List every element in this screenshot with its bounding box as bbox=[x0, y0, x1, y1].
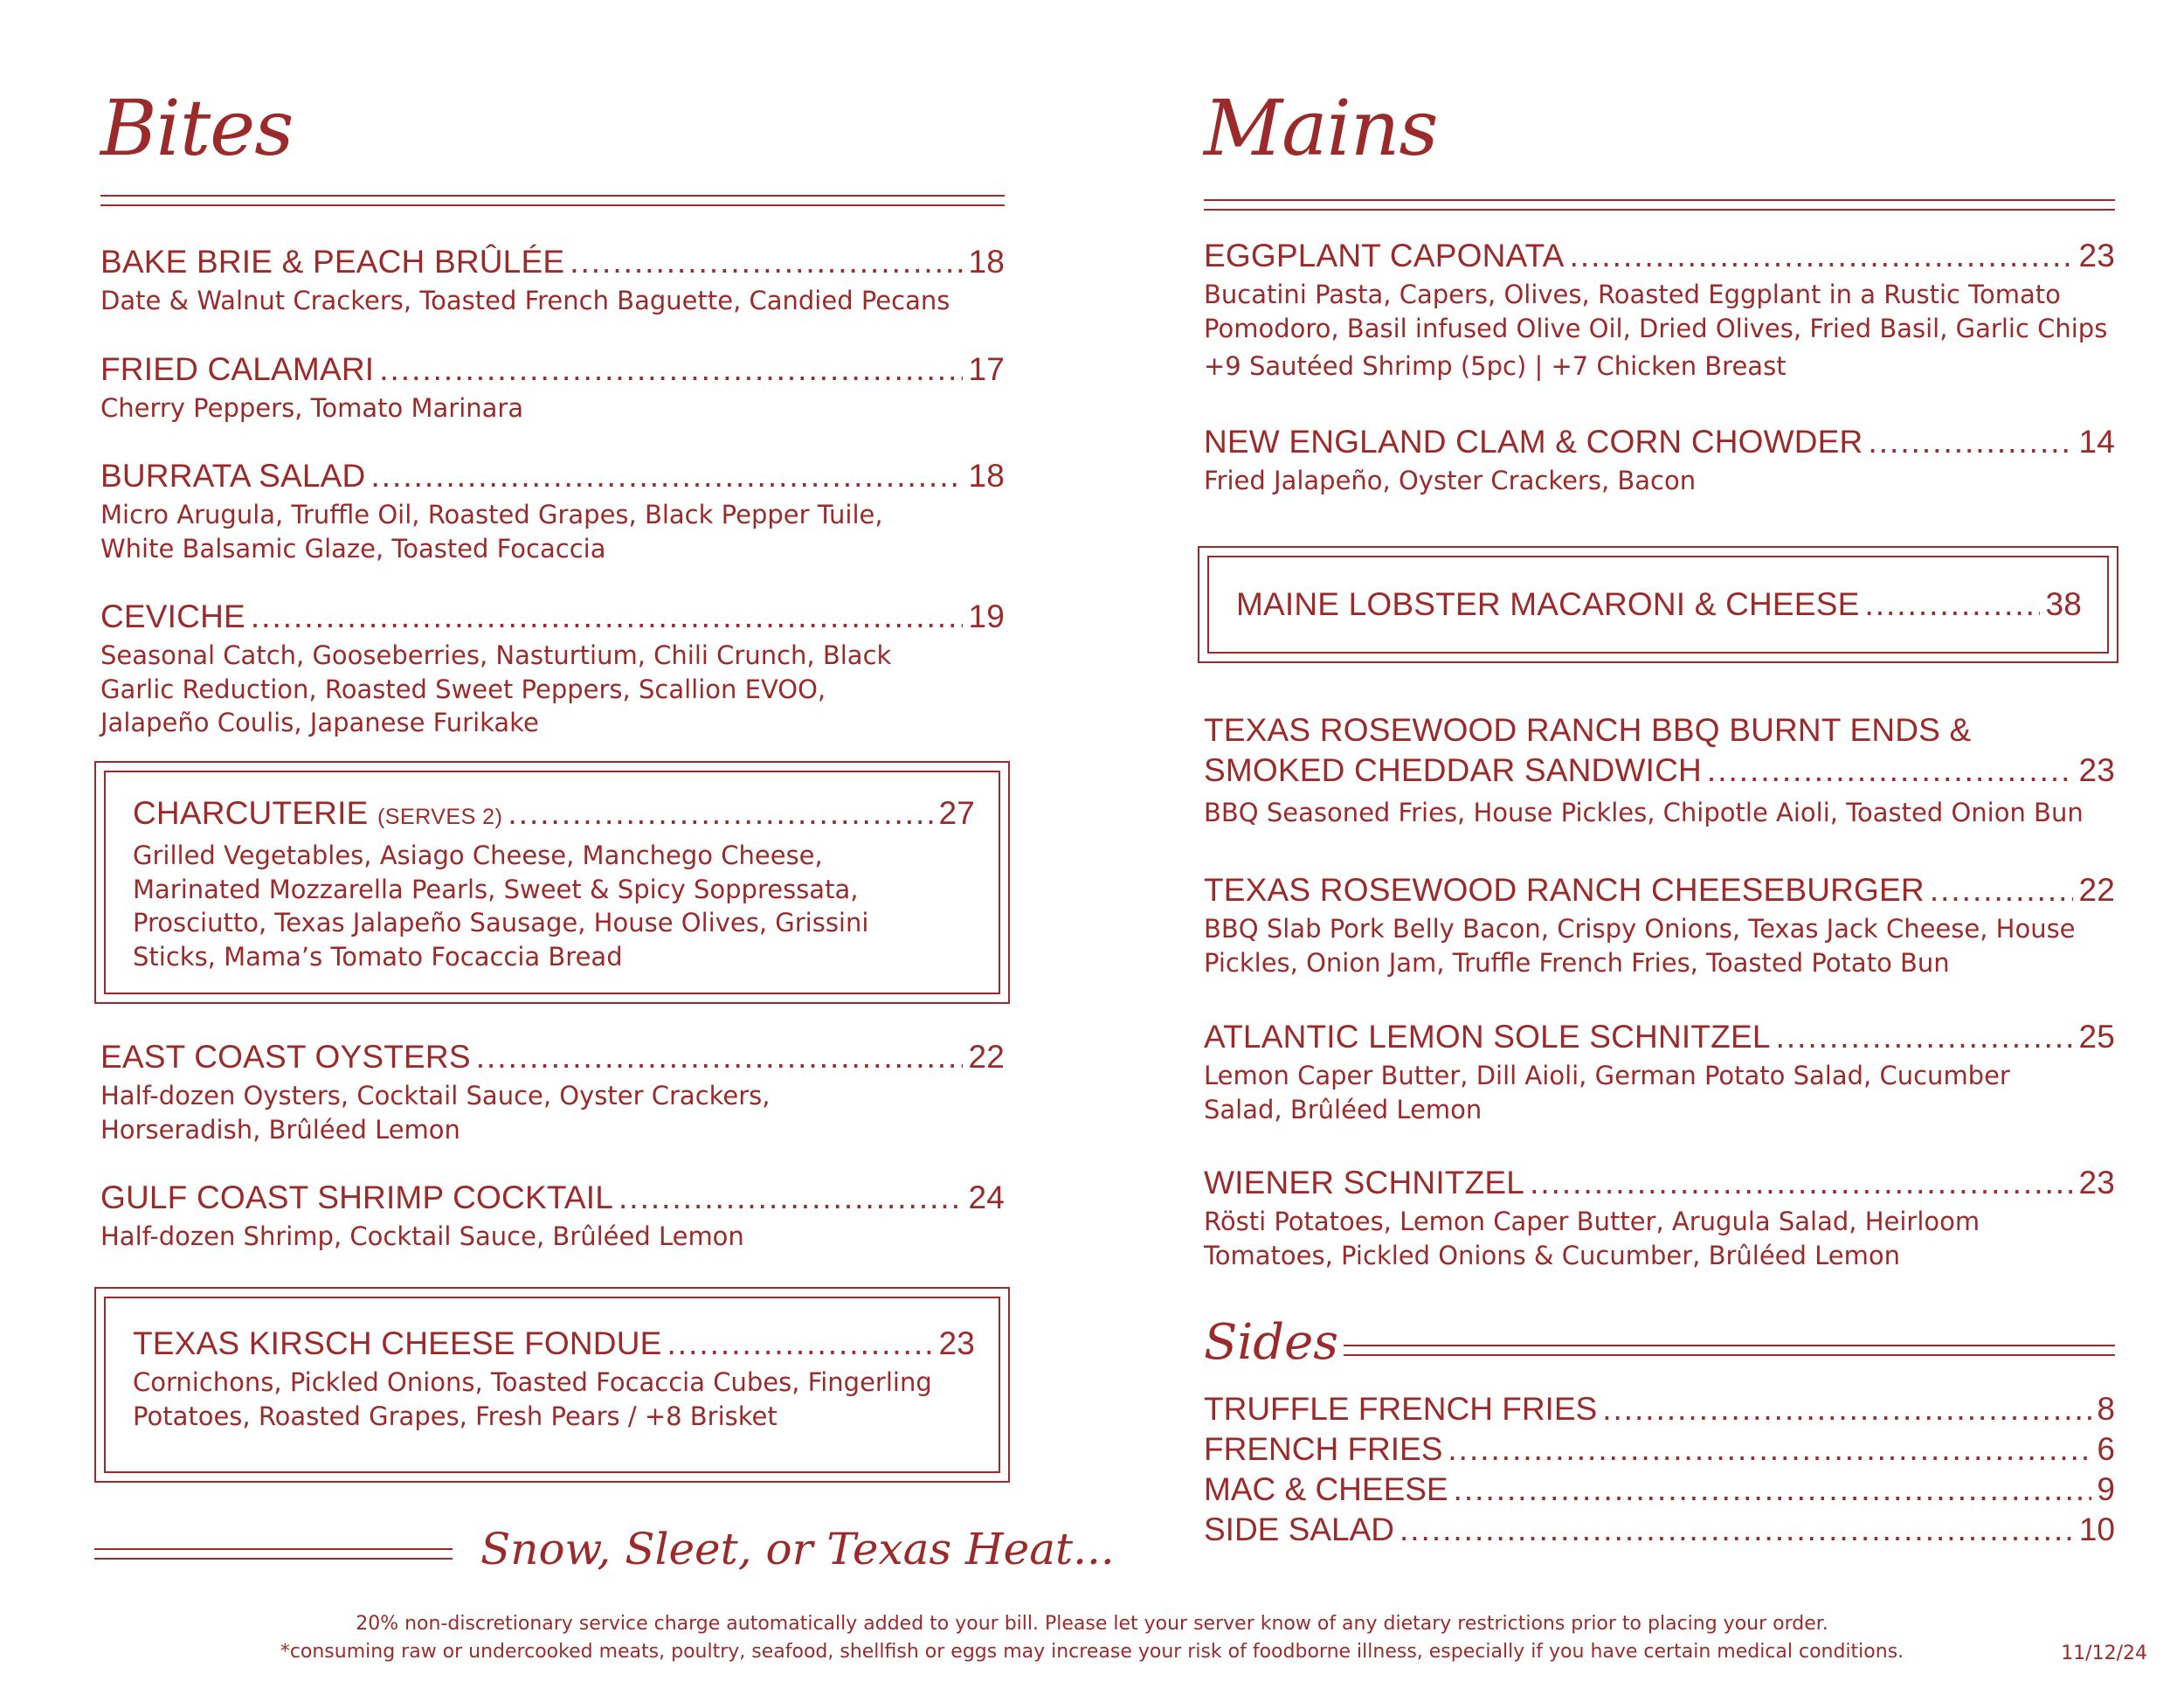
dot-leader bbox=[251, 597, 964, 637]
menu-item bbox=[1204, 422, 2115, 498]
item-price: 14 bbox=[2078, 424, 2115, 460]
item-price: 23 bbox=[2078, 238, 2115, 273]
item-name: FRIED CALAMARI bbox=[100, 351, 375, 387]
side-item bbox=[1204, 1389, 2115, 1429]
side-name: FRENCH FRIES bbox=[1204, 1431, 1443, 1467]
item-description: BBQ Slab Pork Belly Bacon, Crispy Onions, Texas Jack Cheese, House Pickles, Onion Jam, Truffle French Fries, Toasted Potato Bun bbox=[1204, 914, 2076, 978]
tagline-rule bbox=[94, 1548, 453, 1560]
menu-item bbox=[100, 242, 1005, 318]
menu-item bbox=[1204, 236, 2115, 384]
menu-item bbox=[100, 1037, 1005, 1146]
item-price: 23 bbox=[2078, 752, 2115, 788]
item-name: TEXAS ROSEWOOD RANCH BBQ BURNT ENDS & bbox=[1204, 712, 1972, 748]
item-description: Grilled Vegetables, Asiago Cheese, Manchego Cheese, Marinated Mozzarella Pearls, Sweet & Spicy Soppressata, Prosciutto, Texas Jalapeño Sausage, House Olives, Grissini Sticks, Mama’s Tomato Focaccia Bread bbox=[133, 841, 869, 972]
dot-leader bbox=[1868, 422, 2073, 462]
item-description: Bucatini Pasta, Capers, Olives, Roasted Eggplant in a Rustic Tomato Pomodoro, Basil infused Olive Oil, Dried Olives, Fried Basil, Garlic Chips bbox=[1204, 280, 2108, 343]
item-name: GULF COAST SHRIMP COCKTAIL bbox=[100, 1180, 614, 1215]
item-price: 18 bbox=[968, 458, 1005, 494]
dot-leader bbox=[1448, 1429, 2091, 1470]
menu-item bbox=[1204, 1017, 2115, 1126]
item-description: Rösti Potatoes, Lemon Caper Butter, Arugula Salad, Heirloom Tomatoes, Pickled Onions & Cucumber, Brûléed Lemon bbox=[1204, 1207, 1980, 1270]
dot-leader bbox=[476, 1037, 964, 1077]
menu-item bbox=[100, 597, 1005, 740]
mains-title: Mains bbox=[1204, 83, 1438, 173]
item-price: 38 bbox=[2045, 586, 2082, 622]
item-name: CEVICHE bbox=[100, 598, 245, 634]
dot-leader bbox=[667, 1324, 934, 1364]
item-name: ATLANTIC LEMON SOLE SCHNITZEL bbox=[1204, 1019, 1771, 1055]
item-price: 22 bbox=[2078, 872, 2115, 908]
consumer-advisory: *consuming raw or undercooked meats, poultry, seafood, shellfish or eggs may increase your risk of foodborne illness, especially if you have certain medical conditions. bbox=[280, 1641, 1904, 1663]
item-price: 24 bbox=[968, 1180, 1005, 1215]
dot-leader bbox=[1707, 751, 2074, 791]
item-price: 19 bbox=[968, 598, 1005, 634]
mains-column bbox=[1204, 0, 2115, 1688]
service-charge-note: 20% non-discretionary service charge automatically added to your bill. Please let your server know of any dietary restrictions prior to placing your order. bbox=[356, 1613, 1828, 1635]
item-name: BURRATA SALAD bbox=[100, 458, 366, 494]
item-name: TEXAS ROSEWOOD RANCH CHEESEBURGER bbox=[1204, 872, 1925, 908]
dot-leader bbox=[370, 456, 963, 496]
tagline: Snow, Sleet, or Texas Heat... bbox=[480, 1524, 1115, 1574]
side-price: 9 bbox=[2097, 1471, 2115, 1507]
menu-item bbox=[1204, 710, 2115, 830]
item-description: Half-dozen Oysters, Cocktail Sauce, Oyster Crackers, Horseradish, Brûléed Lemon bbox=[100, 1081, 771, 1145]
item-name: NEW ENGLAND CLAM & CORN CHOWDER bbox=[1204, 424, 1863, 460]
menu-item bbox=[100, 349, 1005, 425]
item-price: 25 bbox=[2078, 1019, 2115, 1055]
item-name: BAKE BRIE & PEACH BRÛLÉE bbox=[100, 244, 565, 280]
item-description: Cherry Peppers, Tomato Marinara bbox=[100, 393, 524, 423]
menu-item bbox=[1204, 1163, 2115, 1272]
dot-leader bbox=[1530, 1163, 2073, 1203]
footer-notice bbox=[0, 1610, 2184, 1666]
side-item bbox=[1204, 1510, 2115, 1550]
bites-title: Bites bbox=[100, 83, 294, 173]
item-price: 22 bbox=[968, 1039, 1005, 1075]
item-description: BBQ Seasoned Fries, House Pickles, Chipotle Aioli, Toasted Onion Bun bbox=[1204, 798, 2084, 827]
bites-title-rule bbox=[100, 195, 1005, 206]
item-price: 27 bbox=[938, 795, 975, 831]
fondue-box bbox=[94, 1287, 1010, 1483]
item-price: 18 bbox=[968, 244, 1005, 280]
item-description: Micro Arugula, Truffle Oil, Roasted Grapes, Black Pepper Tuile, White Balsamic Glaze, Toasted Focaccia bbox=[100, 500, 883, 564]
item-price: 17 bbox=[968, 351, 1005, 387]
side-price: 6 bbox=[2097, 1431, 2115, 1467]
side-price: 8 bbox=[2097, 1391, 2115, 1427]
item-description: Fried Jalapeño, Oyster Crackers, Bacon bbox=[1204, 466, 1697, 495]
item-name: WIENER SCHNITZEL bbox=[1204, 1165, 1525, 1200]
dot-leader bbox=[619, 1178, 963, 1218]
item-name: EGGPLANT CAPONATA bbox=[1204, 238, 1565, 273]
dot-leader bbox=[1930, 870, 2074, 910]
lobster-box bbox=[1198, 546, 2118, 663]
item-name-line2: SMOKED CHEDDAR SANDWICH bbox=[1204, 752, 1702, 788]
item-description: Half-dozen Shrimp, Cocktail Sauce, Brûléed Lemon bbox=[100, 1221, 744, 1251]
menu-date: 11/12/24 bbox=[2061, 1643, 2147, 1664]
dot-leader bbox=[508, 793, 933, 834]
menu-item bbox=[1204, 870, 2115, 979]
item-name: TEXAS KIRSCH CHEESE FONDUE bbox=[133, 1325, 662, 1361]
menu-item bbox=[100, 1178, 1005, 1254]
item-price: 23 bbox=[938, 1325, 975, 1361]
sides-title-rule bbox=[1344, 1345, 2115, 1356]
dot-leader bbox=[1602, 1389, 2091, 1429]
dot-leader bbox=[1776, 1017, 2074, 1057]
side-item bbox=[1204, 1429, 2115, 1470]
charcuterie-box bbox=[94, 761, 1010, 1004]
side-name: TRUFFLE FRENCH FRIES bbox=[1204, 1391, 1598, 1427]
item-price: 23 bbox=[2078, 1165, 2115, 1200]
side-name: MAC & CHEESE bbox=[1204, 1471, 1448, 1507]
dot-leader bbox=[1570, 236, 2074, 276]
dot-leader bbox=[570, 242, 963, 282]
dot-leader bbox=[379, 349, 963, 390]
item-description: Seasonal Catch, Gooseberries, Nasturtium, Chili Crunch, Black Garlic Reduction, Roasted Sweet Peppers, Scallion EVOO, Jalapeño Coulis, Japanese Furikake bbox=[100, 640, 892, 737]
side-item bbox=[1204, 1470, 2115, 1510]
mains-title-rule bbox=[1204, 199, 2115, 211]
side-name: SIDE SALAD bbox=[1204, 1512, 1394, 1547]
menu-item bbox=[100, 456, 1005, 565]
dot-leader bbox=[1400, 1510, 2074, 1550]
dot-leader bbox=[1454, 1470, 2092, 1510]
side-price: 10 bbox=[2078, 1512, 2115, 1547]
item-description: Lemon Caper Butter, Dill Aioli, German Potato Salad, Cucumber Salad, Brûléed Lemon bbox=[1204, 1061, 2010, 1124]
item-description: Date & Walnut Crackers, Toasted French Baguette, Candied Pecans bbox=[100, 286, 950, 315]
sides-title: Sides bbox=[1204, 1314, 1338, 1371]
item-description: Cornichons, Pickled Onions, Toasted Focaccia Cubes, Fingerling Potatoes, Roasted Grapes, Fresh Pears / +8 Brisket bbox=[133, 1367, 932, 1431]
item-name: CHARCUTERIE (SERVES 2) bbox=[133, 795, 503, 831]
item-name: MAINE LOBSTER MACARONI & CHEESE bbox=[1236, 586, 1860, 622]
dot-leader bbox=[1864, 585, 2040, 625]
item-addon: +9 Sautéed Shrimp (5pc) | +7 Chicken Breast bbox=[1204, 351, 1787, 381]
item-name: EAST COAST OYSTERS bbox=[100, 1039, 471, 1075]
